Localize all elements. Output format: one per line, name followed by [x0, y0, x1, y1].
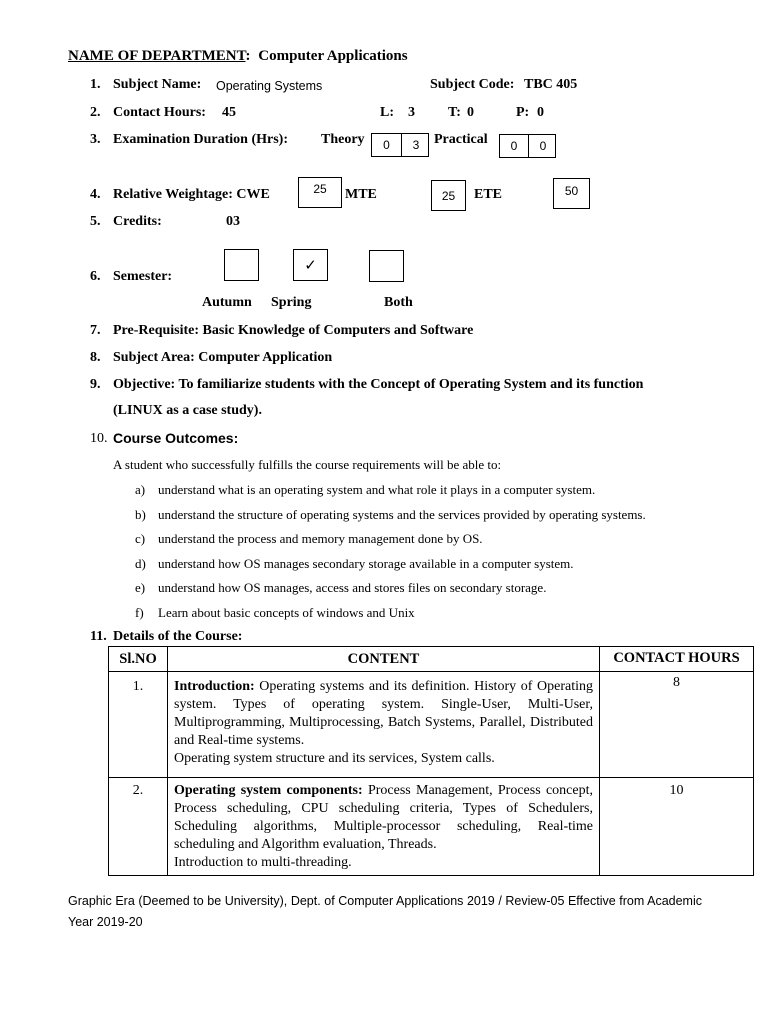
item-number-1: 1.	[90, 77, 101, 92]
tutorial-value: 0	[467, 105, 474, 120]
theory-duration-box	[371, 133, 429, 157]
practical-label: Practical	[434, 132, 488, 147]
outcome-text: Learn about basic concepts of windows and Unix	[158, 604, 415, 620]
semester-label: Semester:	[113, 269, 173, 284]
credits-label: Credits:	[113, 214, 162, 229]
row-content-main	[174, 782, 593, 854]
table-row	[109, 672, 754, 778]
subject-name-value: Operating Systems	[216, 79, 323, 93]
course-details-table	[108, 646, 754, 876]
contact-hours-value: 45	[222, 105, 236, 120]
subject-code-value: TBC 405	[524, 77, 578, 92]
objective-line-2: (LINUX as a case study).	[113, 403, 262, 418]
row-heading: Operating system components:	[174, 783, 363, 798]
department-sep: :	[245, 48, 251, 64]
lecture-label: L:	[380, 105, 394, 120]
subject-name-label: Subject Name:	[113, 77, 202, 92]
row-content-extra: Operating system structure and its services, System calls.	[174, 751, 495, 766]
outcome-text: understand what is an operating system and what role it plays in a computer system.	[158, 482, 596, 497]
header-content: CONTENT	[168, 647, 600, 672]
lecture-value: 3	[408, 105, 415, 120]
semester-option-both: Both	[384, 295, 413, 310]
outcome-marker: b)	[135, 506, 146, 522]
practical-digit-2: 0	[528, 135, 557, 157]
row-content-main	[174, 678, 593, 750]
course-outcomes-intro: A student who successfully fulfills the course requirements will be able to:	[113, 457, 502, 472]
outcome-marker: f)	[135, 604, 144, 620]
item-number-9: 9.	[90, 377, 101, 392]
row-contact-hours: 10	[600, 778, 754, 876]
header-contact-hours: CONTACT HOURS	[600, 647, 754, 672]
mte-box	[431, 180, 466, 211]
department-heading	[68, 48, 408, 65]
outcome-text: understand how OS manages secondary storage available in a computer system.	[158, 555, 574, 571]
semester-option-spring: Spring	[271, 295, 312, 310]
mte-label: MTE	[345, 187, 377, 202]
theory-digit-1: 0	[383, 138, 390, 152]
cwe-box	[298, 177, 342, 208]
table-row	[109, 778, 754, 876]
tutorial-label: T:	[448, 105, 461, 120]
row-contact-hours: 8	[600, 672, 754, 778]
item-number-11: 11.	[90, 629, 107, 644]
row-content	[168, 672, 600, 778]
practical-digit-1: 0	[510, 139, 518, 153]
outcome-marker: c)	[135, 531, 146, 546]
item-number-3: 3.	[90, 132, 101, 147]
ete-box	[553, 178, 590, 209]
item-number-8: 8.	[90, 350, 101, 365]
course-outcomes-title: Course Outcomes:	[113, 430, 239, 446]
row-content	[168, 778, 600, 876]
semester-checkbox-both[interactable]	[369, 250, 404, 282]
weightage-label: Relative Weightage: CWE	[113, 187, 270, 202]
department-label: NAME OF DEPARTMENT	[68, 48, 246, 64]
header-sl-no: Sl.NO	[109, 647, 168, 672]
outcome-text: understand how OS manages, access and stores files on secondary storage.	[158, 580, 547, 595]
row-description: Process Management, Process concept, Process scheduling, CPU scheduling criteria, Types of Schedulers, Scheduling algorithms, Multiple-processor scheduling, Real-time scheduling and Algorithm evaluation, Threads.	[174, 783, 593, 852]
table-body	[109, 672, 754, 876]
outcome-marker: a)	[135, 482, 146, 497]
check-mark-icon: ✓	[304, 256, 317, 274]
exam-duration-label: Examination Duration (Hrs):	[113, 132, 288, 147]
item-number-10: 10.	[90, 431, 108, 446]
row-sl-no: 2.	[109, 778, 168, 876]
contact-hours-label: Contact Hours:	[113, 105, 206, 120]
row-description: Operating systems and its definition. History of Operating system. Types of operating system. Single-User, Multi-User, Multiprogramming, Multiprocessing, Batch Systems, Parallel, Distributed and Real-time systems.	[174, 679, 593, 748]
outcome-marker: e)	[135, 580, 146, 595]
row-content-extra: Introduction to multi-threading.	[174, 855, 352, 870]
cwe-value: 25	[313, 182, 327, 196]
objective-line-1: Objective: To familiarize students with the Concept of Operating System and its function	[113, 377, 644, 392]
mte-value: 25	[441, 188, 456, 203]
item-number-6: 6.	[90, 269, 101, 284]
practical-duration-box	[499, 134, 556, 158]
page-footer: Graphic Era (Deemed to be University), Dept. of Computer Applications 2019 / Review-05 Effective from Academic Year 2019-20	[68, 894, 702, 929]
item-number-7: 7.	[90, 323, 101, 338]
department-value: Computer Applications	[258, 48, 408, 64]
semester-option-autumn: Autumn	[202, 295, 252, 310]
practical-hours-value: 0	[537, 105, 544, 120]
theory-label: Theory	[321, 132, 365, 147]
subject-code-label: Subject Code:	[430, 77, 515, 92]
practical-hours-label: P:	[516, 105, 530, 120]
table-header-row	[109, 647, 754, 672]
ete-value: 50	[564, 184, 579, 198]
ete-label: ETE	[474, 187, 503, 202]
semester-checkbox-spring[interactable]	[293, 249, 328, 281]
row-heading: Introduction:	[174, 679, 255, 694]
item-number-2: 2.	[90, 105, 101, 120]
theory-digit-2: 3	[401, 134, 430, 156]
prerequisite-text: Pre-Requisite: Basic Knowledge of Computers and Software	[113, 323, 474, 338]
row-sl-no: 1.	[109, 672, 168, 778]
semester-checkbox-autumn[interactable]	[224, 249, 259, 281]
credits-value: 03	[226, 214, 240, 229]
outcome-text: understand the structure of operating systems and the services provided by operating systems.	[158, 506, 646, 522]
outcome-text: understand the process and memory management done by OS.	[158, 531, 483, 546]
outcome-marker: d)	[135, 555, 146, 571]
details-title: Details of the Course:	[113, 629, 243, 644]
subject-area-text: Subject Area: Computer Application	[113, 350, 333, 365]
item-number-4: 4.	[90, 187, 101, 202]
item-number-5: 5.	[90, 214, 101, 229]
